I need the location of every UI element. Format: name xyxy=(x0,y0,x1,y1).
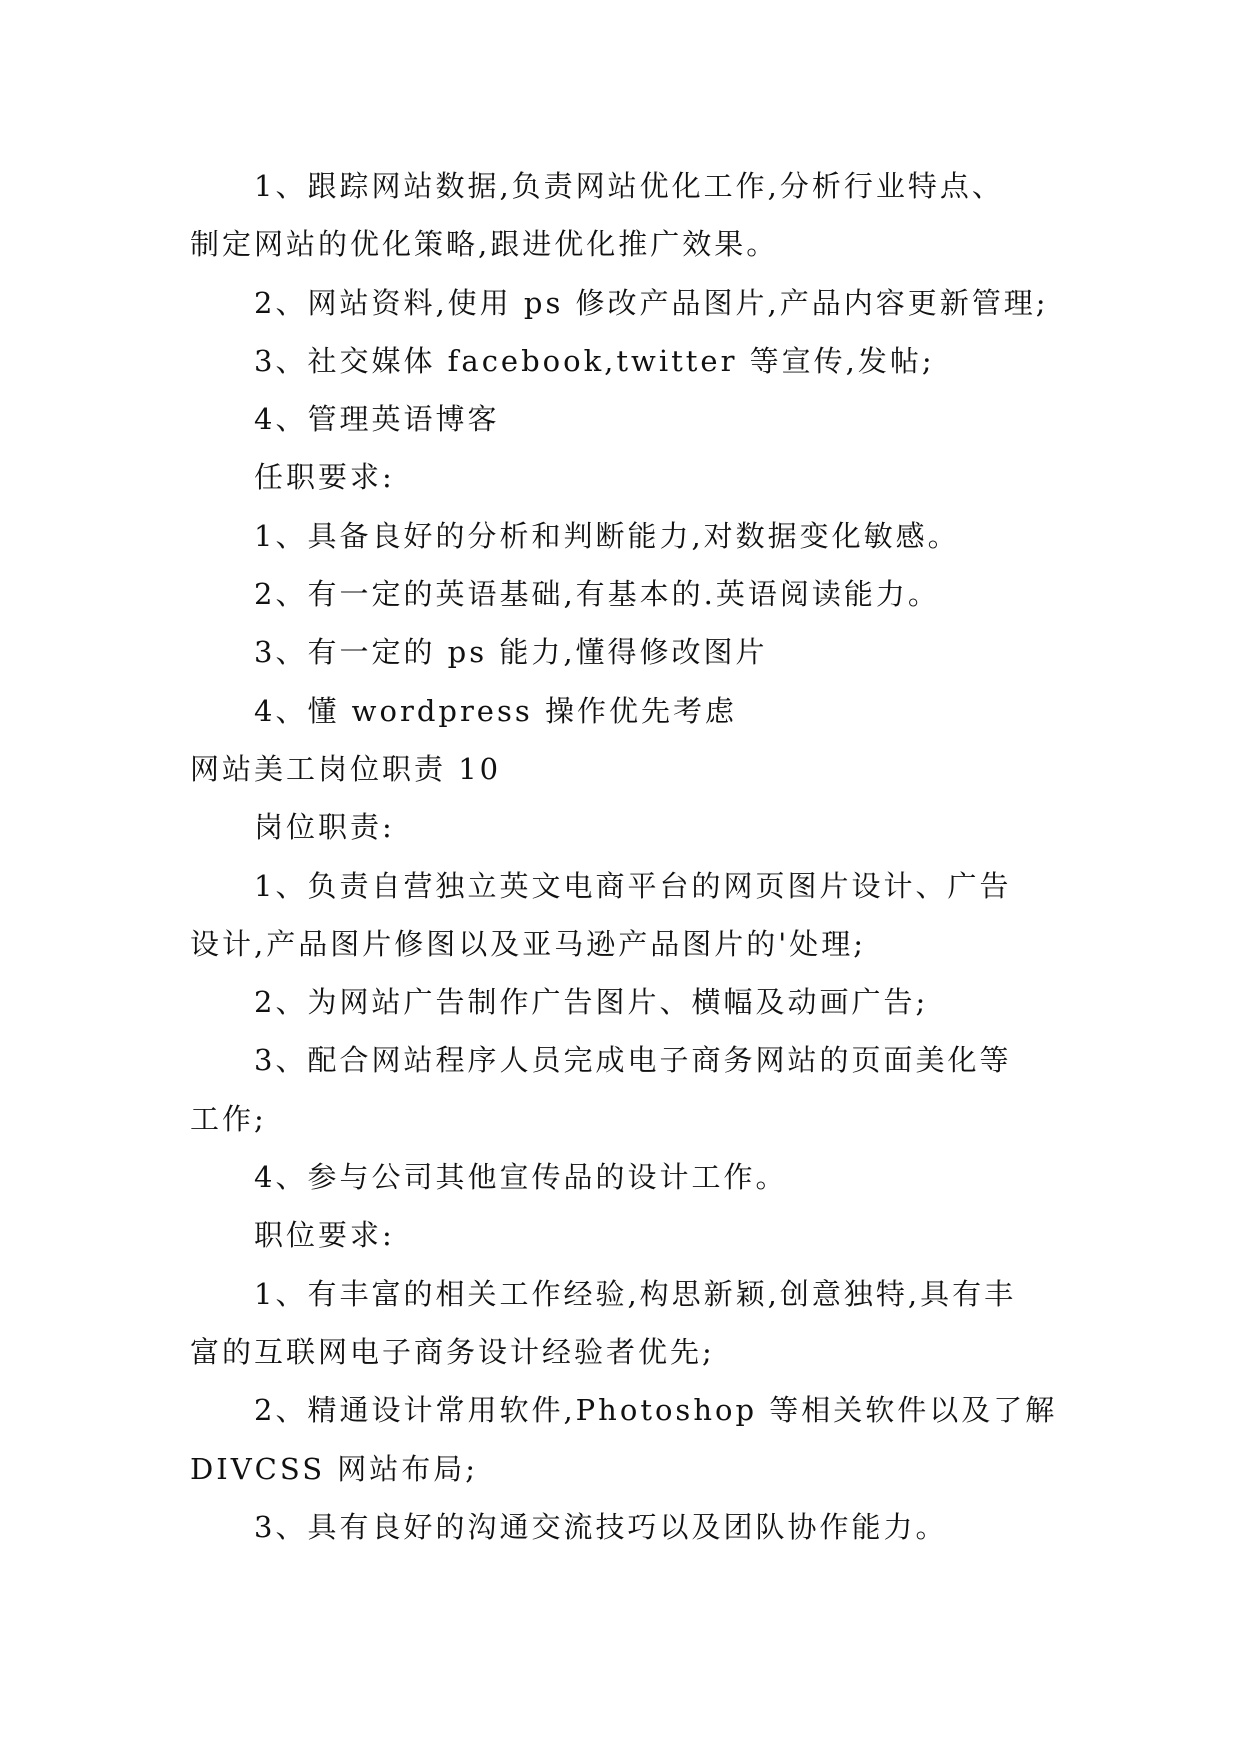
section-title: 网站美工岗位职责 10 xyxy=(190,751,502,786)
duty-item-1: 1、跟踪网站数据,负责网站优化工作,分析行业特点、 xyxy=(254,169,1004,203)
requirement-item-1: 1、具备良好的分析和判断能力,对数据变化敏感。 xyxy=(254,518,960,553)
duty-item-1-continued: 制定网站的优化策略,跟进优化推广效果。 xyxy=(190,227,779,262)
responsibility-item-4: 4、参与公司其他宣传品的设计工作。 xyxy=(254,1160,788,1195)
job-requirement-item-1: 1、有丰富的相关工作经验,构思新颖,创意独特,具有丰 xyxy=(254,1276,1017,1311)
responsibility-item-3-continued: 工作; xyxy=(190,1101,267,1136)
document-body xyxy=(190,157,1090,1556)
responsibilities-heading: 岗位职责: xyxy=(254,810,395,845)
requirement-item-2: 2、有一定的英语基础,有基本的.英语阅读能力。 xyxy=(254,577,940,612)
duty-item-4: 4、管理英语博客 xyxy=(254,402,500,437)
requirement-item-3: 3、有一定的 ps 能力,懂得修改图片 xyxy=(254,635,768,670)
responsibility-item-1: 1、负责自营独立英文电商平台的网页图片设计、广告 xyxy=(254,868,1012,903)
responsibility-item-3: 3、配合网站程序人员完成电子商务网站的页面美化等 xyxy=(254,1043,1012,1078)
duty-item-3: 3、社交媒体 facebook,twitter 等宣传,发帖; xyxy=(254,343,935,378)
job-requirement-item-3: 3、具有良好的沟通交流技巧以及团队协作能力。 xyxy=(254,1509,948,1544)
requirement-item-4: 4、懂 wordpress 操作优先考虑 xyxy=(254,693,737,728)
job-requirement-item-2-continued: DIVCSS 网站布局; xyxy=(190,1451,479,1486)
job-requirement-item-2: 2、精通设计常用软件,Photoshop 等相关软件以及了解 xyxy=(254,1393,1058,1428)
job-requirements-heading: 职位要求: xyxy=(254,1218,395,1253)
responsibility-item-2: 2、为网站广告制作广告图片、横幅及动画广告; xyxy=(254,985,929,1020)
duty-item-2: 2、网站资料,使用 ps 修改产品图片,产品内容更新管理; xyxy=(254,285,1049,320)
responsibility-item-1-continued: 设计,产品图片修图以及亚马逊产品图片的'处理; xyxy=(190,926,866,961)
requirements-heading: 任职要求: xyxy=(254,460,395,495)
job-requirement-item-1-continued: 富的互联网电子商务设计经验者优先; xyxy=(190,1334,715,1369)
